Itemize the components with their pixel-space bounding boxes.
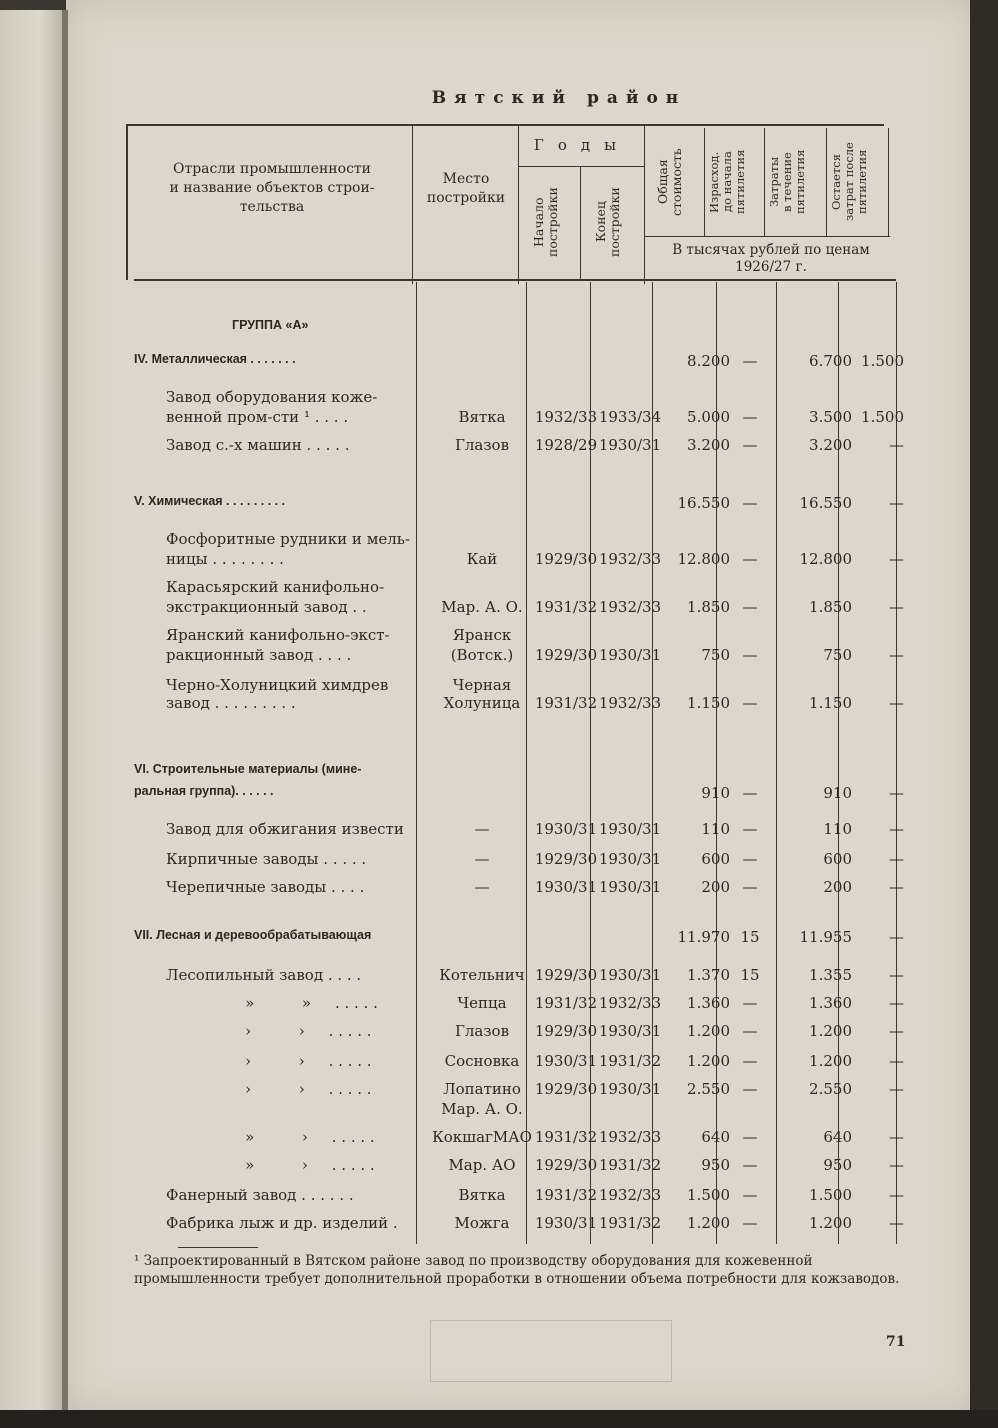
cell-start: 1929/30 (534, 1022, 598, 1040)
cell-place: Лопатино (443, 1080, 521, 1098)
cell-place: Чепца (457, 994, 507, 1012)
cell-place: (Вотск.) (450, 646, 514, 664)
cell-plan: 16.550 (799, 494, 852, 512)
cell-place: Вятка (458, 408, 506, 426)
cell-place: — (474, 878, 490, 896)
cell-start: 1931/32 (534, 1186, 598, 1204)
cell-spent: — (742, 352, 758, 370)
cell-rest: — (889, 878, 904, 896)
cell-spent: — (742, 784, 758, 802)
header-end: Конец постройки (593, 187, 622, 257)
cell-rest: — (889, 994, 904, 1012)
cell-plan: 1.355 (809, 966, 852, 984)
cell-rest: — (889, 1156, 904, 1174)
col-rule (826, 128, 827, 236)
cell-end: 1931/32 (598, 1052, 662, 1070)
cell-spent: — (742, 550, 758, 568)
cell-end: 1932/33 (598, 598, 662, 616)
cell-rest: — (889, 550, 904, 568)
cell-rest: — (889, 1128, 904, 1146)
cell-spent: — (742, 1214, 758, 1232)
header-units: В тысячах рублей по ценам 1926/27 г. (672, 242, 870, 275)
table-row (134, 494, 904, 516)
cell-name: V. Химическая . . . . . . . . . (134, 494, 286, 508)
cell-name: ракционный завод . . . . (166, 646, 352, 664)
table-row (134, 784, 904, 806)
cell-name: ральная группа). . . . . . (134, 784, 274, 798)
cell-plan: 1.500 (809, 1186, 852, 1204)
cell-name: › › . . . . . (226, 1052, 372, 1070)
cell-name: экстракционный завод . . (166, 598, 367, 616)
cell-place: Мар. А. О. (441, 598, 523, 616)
cell-name: » › . . . . . (226, 1156, 375, 1174)
col-rule (704, 128, 705, 236)
cell-plan: 2.550 (809, 1080, 852, 1098)
cell-rest: — (889, 1080, 904, 1098)
header-spent: Израсход. до начала пятилетия (707, 149, 747, 215)
col-rule (888, 128, 889, 236)
cell-plan: 3.500 (809, 408, 852, 426)
cell-place: Холуница (443, 694, 521, 712)
cell-rest: — (889, 1186, 904, 1204)
cell-plan: 950 (823, 1156, 852, 1174)
cell-total: 8.200 (687, 352, 730, 370)
cell-end: 1932/33 (598, 694, 662, 712)
cell-plan: 1.200 (809, 1214, 852, 1232)
cell-name: Кирпичные заводы . . . . . (166, 850, 367, 868)
cell-start: 1928/29 (534, 436, 598, 454)
cell-spent: — (742, 494, 758, 512)
cell-total: 1.200 (687, 1022, 730, 1040)
cell-total: 1.200 (687, 1052, 730, 1070)
cell-rest: — (889, 850, 904, 868)
cell-place: Вятка (458, 1186, 506, 1204)
cell-start: 1930/31 (534, 1214, 598, 1232)
cell-name: Завод с.-х машин . . . . . (166, 436, 350, 454)
col-rule (764, 128, 765, 236)
cell-place: Мар. А. О. (441, 1100, 523, 1118)
footnote: ¹ Запроектированный в Вятском районе завод по производству оборудования для кожевенной промышленности требует дополнительной проработки в отношении объема потребности для кожзаводов. (134, 1253, 900, 1287)
cell-plan: 600 (823, 850, 852, 868)
cell-name: Яранский канифольно-экст- (166, 626, 390, 644)
cell-rest: — (889, 494, 904, 512)
cell-end: 1930/31 (598, 1022, 662, 1040)
table-row (134, 408, 904, 430)
cell-end: 1930/31 (598, 646, 662, 664)
cell-rest: — (889, 694, 904, 712)
table-row (134, 530, 904, 552)
cell-place: Сосновка (444, 1052, 520, 1070)
table-row (134, 436, 904, 458)
cell-total: 200 (701, 878, 730, 896)
cell-place: Глазов (454, 436, 510, 454)
cell-name: Черепичные заводы . . . . (166, 878, 365, 896)
table-row (134, 694, 904, 716)
cell-place: — (474, 850, 490, 868)
table-row (134, 578, 904, 600)
cell-start: 1929/30 (534, 646, 598, 664)
col-rule (518, 124, 519, 284)
table-row (134, 1186, 904, 1208)
cell-spent: — (742, 694, 758, 712)
years-rule (518, 166, 644, 167)
cell-rest: 1.500 (861, 352, 904, 370)
cell-total: 1.850 (687, 598, 730, 616)
cell-start: 1931/32 (534, 598, 598, 616)
table-row (134, 878, 904, 900)
cell-total: 12.800 (677, 550, 730, 568)
cell-spent: — (742, 850, 758, 868)
table-row (134, 626, 904, 648)
header-branch: Отрасли промышленности и название объектов строи- тельства (169, 161, 375, 215)
cell-start: 1929/30 (534, 550, 598, 568)
cell-spent: — (742, 646, 758, 664)
cell-start: 1931/32 (534, 694, 598, 712)
cell-spent: — (742, 408, 758, 426)
cell-total: 11.970 (677, 928, 730, 946)
cell-spent: 15 (740, 966, 760, 984)
cell-start: 1930/31 (534, 1052, 598, 1070)
table-row (134, 598, 904, 620)
cell-rest: — (889, 966, 904, 984)
cell-place: Можга (454, 1214, 510, 1232)
cell-name: Завод для обжигания извести (166, 820, 404, 838)
cell-end: 1930/31 (598, 850, 662, 868)
cell-rest: — (889, 928, 904, 946)
cell-rest: — (889, 1022, 904, 1040)
cell-rest: — (889, 646, 904, 664)
left-page-edge (0, 10, 66, 1415)
cell-rest: — (889, 598, 904, 616)
cell-total: 5.000 (687, 408, 730, 426)
right-background (970, 0, 998, 1428)
cell-total: 1.150 (687, 694, 730, 712)
table-row (134, 646, 904, 668)
cell-plan: 1.850 (809, 598, 852, 616)
cell-end: 1930/31 (598, 436, 662, 454)
table-row (134, 352, 904, 374)
cell-name: VII. Лесная и деревообрабатывающая (134, 928, 372, 942)
cell-spent: — (742, 1052, 758, 1070)
table-row (134, 1022, 904, 1044)
table-row (134, 928, 904, 950)
cell-plan: 6.700 (809, 352, 852, 370)
cell-end: 1931/32 (598, 1214, 662, 1232)
cell-total: 16.550 (677, 494, 730, 512)
cell-spent: — (742, 820, 758, 838)
header-place: Место постройки (426, 171, 506, 206)
cell-end: 1930/31 (598, 966, 662, 984)
cell-start: 1930/31 (534, 820, 598, 838)
cell-total: 750 (701, 646, 730, 664)
cell-name: › › . . . . . (226, 1022, 372, 1040)
cell-plan: 3.200 (809, 436, 852, 454)
cell-spent: — (742, 1128, 758, 1146)
cell-total: 1.500 (687, 1186, 730, 1204)
cell-total: 910 (701, 784, 730, 802)
cell-name: Фабрика лыж и др. изделий . (166, 1214, 398, 1232)
header-years: Годы (533, 136, 631, 154)
cell-place: Котельнич (439, 966, 525, 984)
cell-name: Карасьярский канифольно- (166, 578, 385, 596)
cell-name: VI. Строительные материалы (мине- (134, 762, 362, 776)
cell-place: Черная (452, 676, 512, 694)
table-row (134, 1052, 904, 1074)
cell-end: 1932/33 (598, 1128, 662, 1146)
cell-end: 1932/33 (598, 1186, 662, 1204)
cell-name: завод . . . . . . . . . (166, 694, 296, 712)
table-top-rule (126, 124, 884, 126)
cell-rest: — (889, 820, 904, 838)
cell-total: 1.360 (687, 994, 730, 1012)
cell-end: 1933/34 (598, 408, 662, 426)
cell-name: Фосфоритные рудники и мель- (166, 530, 411, 548)
table-row (134, 994, 904, 1016)
cell-name: Фанерный завод . . . . . . (166, 1186, 354, 1204)
col-rule (644, 124, 645, 284)
cell-end: 1932/33 (598, 550, 662, 568)
cell-start: 1931/32 (534, 1128, 598, 1146)
cell-plan: 11.955 (799, 928, 852, 946)
table-left-rule (126, 124, 128, 280)
cell-spent: — (742, 1080, 758, 1098)
cell-start: 1932/33 (534, 408, 598, 426)
table-row (134, 1214, 904, 1236)
cell-plan: 910 (823, 784, 852, 802)
table-row (134, 388, 904, 410)
cell-plan: 1.200 (809, 1022, 852, 1040)
header-start: Начало постройки (531, 187, 560, 257)
cell-start: 1929/30 (534, 850, 598, 868)
cell-end: 1930/31 (598, 878, 662, 896)
cell-total: 640 (701, 1128, 730, 1146)
cell-start: 1929/30 (534, 966, 598, 984)
table-row (134, 850, 904, 872)
units-rule (644, 236, 890, 237)
header-total: Общая стоимость (655, 148, 684, 216)
table-row (134, 1156, 904, 1178)
cell-total: 950 (701, 1156, 730, 1174)
cell-end: 1932/33 (598, 994, 662, 1012)
cell-start: 1931/32 (534, 994, 598, 1012)
cell-place: Яранск (452, 626, 512, 644)
cell-spent: — (742, 598, 758, 616)
cell-spent: — (742, 436, 758, 454)
page-title: Вятский район (431, 88, 687, 108)
cell-name: Лесопильный завод . . . . (166, 966, 362, 984)
cell-total: 2.550 (687, 1080, 730, 1098)
header-bottom-rule (134, 279, 896, 281)
cell-place: Кай (466, 550, 498, 568)
cell-name: IV. Металлическая . . . . . . . (134, 352, 296, 366)
cell-start: 1929/30 (534, 1156, 598, 1174)
table-row (134, 1100, 904, 1122)
cell-plan: 12.800 (799, 550, 852, 568)
cell-spent: — (742, 878, 758, 896)
cell-rest: — (889, 436, 904, 454)
cell-name: » › . . . . . (226, 1128, 375, 1146)
cell-start: 1929/30 (534, 1080, 598, 1098)
cell-rest: 1.500 (861, 408, 904, 426)
table-row (134, 966, 904, 988)
header-plan: Затраты в течение пятилетия (767, 149, 807, 215)
cell-name: ницы . . . . . . . . (166, 550, 284, 568)
cell-plan: 750 (823, 646, 852, 664)
table-row (134, 1080, 904, 1102)
cell-spent: — (742, 994, 758, 1012)
cell-name: Черно-Холуницкий химдрев (166, 676, 389, 694)
cell-spent: — (742, 1022, 758, 1040)
bottom-background (0, 1410, 998, 1428)
table-row (134, 1128, 904, 1150)
cell-rest: — (889, 1214, 904, 1232)
cell-name: › › . . . . . (226, 1080, 372, 1098)
cell-place: Мар. АО (448, 1156, 516, 1174)
cell-spent: 15 (740, 928, 760, 946)
cell-rest: — (889, 1052, 904, 1070)
cell-plan: 110 (823, 820, 852, 838)
cell-plan: 200 (823, 878, 852, 896)
col-rule (580, 166, 581, 280)
cell-rest: — (889, 784, 904, 802)
footnote-rule (178, 1247, 258, 1248)
cell-place: Глазов (454, 1022, 510, 1040)
library-stamp (430, 1320, 672, 1382)
cell-plan: 1.200 (809, 1052, 852, 1070)
cell-spent: — (742, 1156, 758, 1174)
cell-end: 1930/31 (598, 820, 662, 838)
cell-place: — (474, 820, 490, 838)
cell-name: Завод оборудования коже- (166, 388, 378, 406)
table-row (134, 820, 904, 842)
cell-total: 1.370 (687, 966, 730, 984)
group-label: ГРУППА «А» (232, 318, 309, 332)
cell-total: 1.200 (687, 1214, 730, 1232)
cell-plan: 1.150 (809, 694, 852, 712)
page-number: 71 (886, 1334, 906, 1350)
col-rule (412, 124, 413, 284)
cell-place: КокшагМАО (432, 1128, 532, 1146)
cell-total: 110 (701, 820, 730, 838)
cell-spent: — (742, 1186, 758, 1204)
cell-end: 1930/31 (598, 1080, 662, 1098)
cell-total: 600 (701, 850, 730, 868)
cell-name: венной пром-сти ¹ . . . . (166, 408, 349, 426)
cell-total: 3.200 (687, 436, 730, 454)
cell-name: » » . . . . . (226, 994, 378, 1012)
cell-plan: 640 (823, 1128, 852, 1146)
cell-plan: 1.360 (809, 994, 852, 1012)
header-rest: Остается затрат после пятилетия (829, 142, 869, 222)
table-row (134, 762, 904, 784)
cell-end: 1931/32 (598, 1156, 662, 1174)
table-row (134, 550, 904, 572)
cell-start: 1930/31 (534, 878, 598, 896)
book-gutter (62, 10, 68, 1415)
